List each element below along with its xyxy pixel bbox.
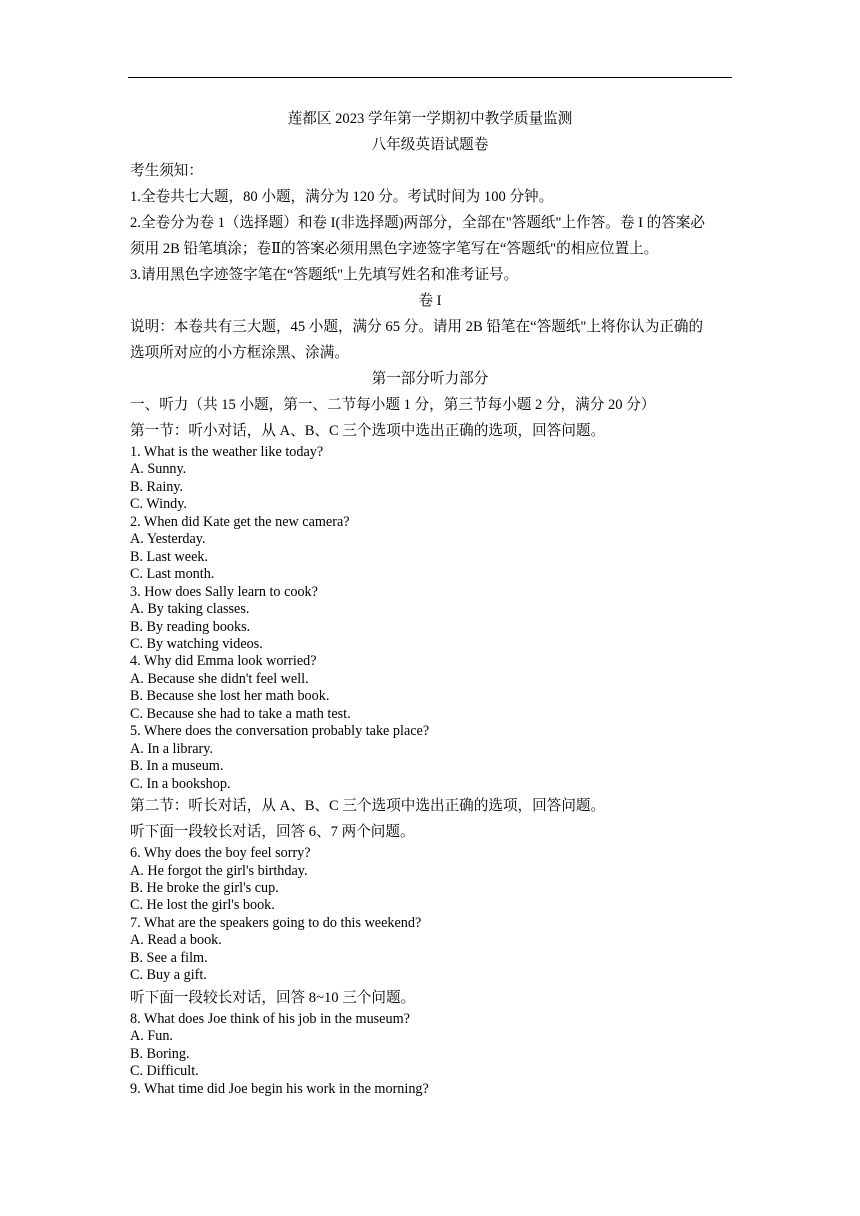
question: 4. Why did Emma look worried? [130, 653, 317, 670]
volume-title: 卷 I [418, 293, 442, 309]
option: A. By taking classes. [130, 601, 250, 618]
header-rule [128, 77, 732, 78]
option: B. Last week. [130, 548, 209, 565]
question: 7. What are the speakers going to do this weekend? [130, 914, 422, 931]
option: A. Because she didn't feel well. [130, 670, 309, 687]
question-group-1 [130, 444, 730, 793]
volume-description: 选项所对应的小方框涂黑、涂满。 [130, 345, 349, 361]
option: A. Read a book. [130, 932, 222, 949]
option: C. Last month. [130, 566, 215, 583]
option: C. In a bookshop. [130, 775, 231, 792]
page-content [130, 106, 730, 1098]
dialog-intro: 听下面一段较长对话，回答 6、7 两个问题。 [130, 824, 415, 841]
option: A. Yesterday. [130, 531, 206, 548]
question: 1. What is the weather like today? [130, 444, 324, 460]
option: C. By watching videos. [130, 635, 263, 652]
option: B. Boring. [130, 1045, 190, 1062]
option: C. Because she had to take a math test. [130, 705, 351, 722]
question: 6. Why does the boy feel sorry? [130, 845, 311, 862]
option: C. Windy. [130, 496, 187, 513]
option: A. In a library. [130, 740, 213, 757]
exam-subtitle: 八年级英语试题卷 [371, 137, 489, 153]
option: C. He lost the girl's book. [130, 897, 275, 914]
option: B. Because she lost her math book. [130, 688, 330, 705]
notice-heading: 考生须知： [130, 163, 203, 179]
notice-item: 1.全卷共七大题，80 小题，满分为 120 分。考试时间为 100 分钟。 [130, 189, 554, 205]
option: B. By reading books. [130, 618, 251, 635]
question: 9. What time did Joe begin his work in the morning? [130, 1080, 429, 1097]
question-group-3 [130, 1011, 730, 1098]
option: B. See a film. [130, 949, 208, 966]
notice-item: 须用 2B 铅笔填涂；卷Ⅱ的答案必须用黑色字迹签字笔写在“答题纸"的相应位置上。 [130, 241, 659, 257]
option: C. Difficult. [130, 1063, 199, 1080]
volume-description: 说明：本卷共有三大题，45 小题，满分 65 分。请用 2B 铅笔在“答题纸"上将你认为正确的 [130, 319, 704, 335]
option: B. In a museum. [130, 758, 224, 775]
subsection-title: 第一节：听小对话，从 A、B、C 三个选项中选出正确的选项，回答问题。 [130, 423, 606, 439]
part-title: 第一部分听力部分 [371, 371, 489, 387]
notice-item: 3.请用黑色字迹签字笔在“答题纸"上先填写姓名和准考证号。 [130, 267, 519, 283]
dialog-intro: 听下面一段较长对话，回答 8~10 三个问题。 [130, 989, 416, 1006]
option: C. Buy a gift. [130, 967, 207, 984]
question: 3. How does Sally learn to cook? [130, 583, 318, 600]
question: 5. Where does the conversation probably take place? [130, 723, 430, 740]
question: 2. When did Kate get the new camera? [130, 513, 350, 530]
notice-item: 2.全卷分为卷 1（选择题）和卷 I(非选择题)两部分，全部在"答题纸"上作答。卷 I 的答案必 [130, 215, 705, 231]
section-title: 一、听力（共 15 小题，第一、二节每小题 1 分，第三节每小题 2 分，满分 20 分） [130, 397, 656, 413]
option: B. He broke the girl's cup. [130, 879, 279, 896]
option: A. Sunny. [130, 461, 187, 478]
exam-title: 莲都区 2023 学年第一学期初中教学质量监测 [287, 111, 573, 127]
option: A. He forgot the girl's birthday. [130, 862, 308, 879]
option: A. Fun. [130, 1028, 173, 1045]
subsection-title: 第二节：听长对话，从 A、B、C 三个选项中选出正确的选项，回答问题。 [130, 798, 606, 815]
question: 8. What does Joe think of his job in the museum? [130, 1010, 410, 1027]
question-group-2 [130, 845, 730, 985]
option: B. Rainy. [130, 478, 184, 495]
